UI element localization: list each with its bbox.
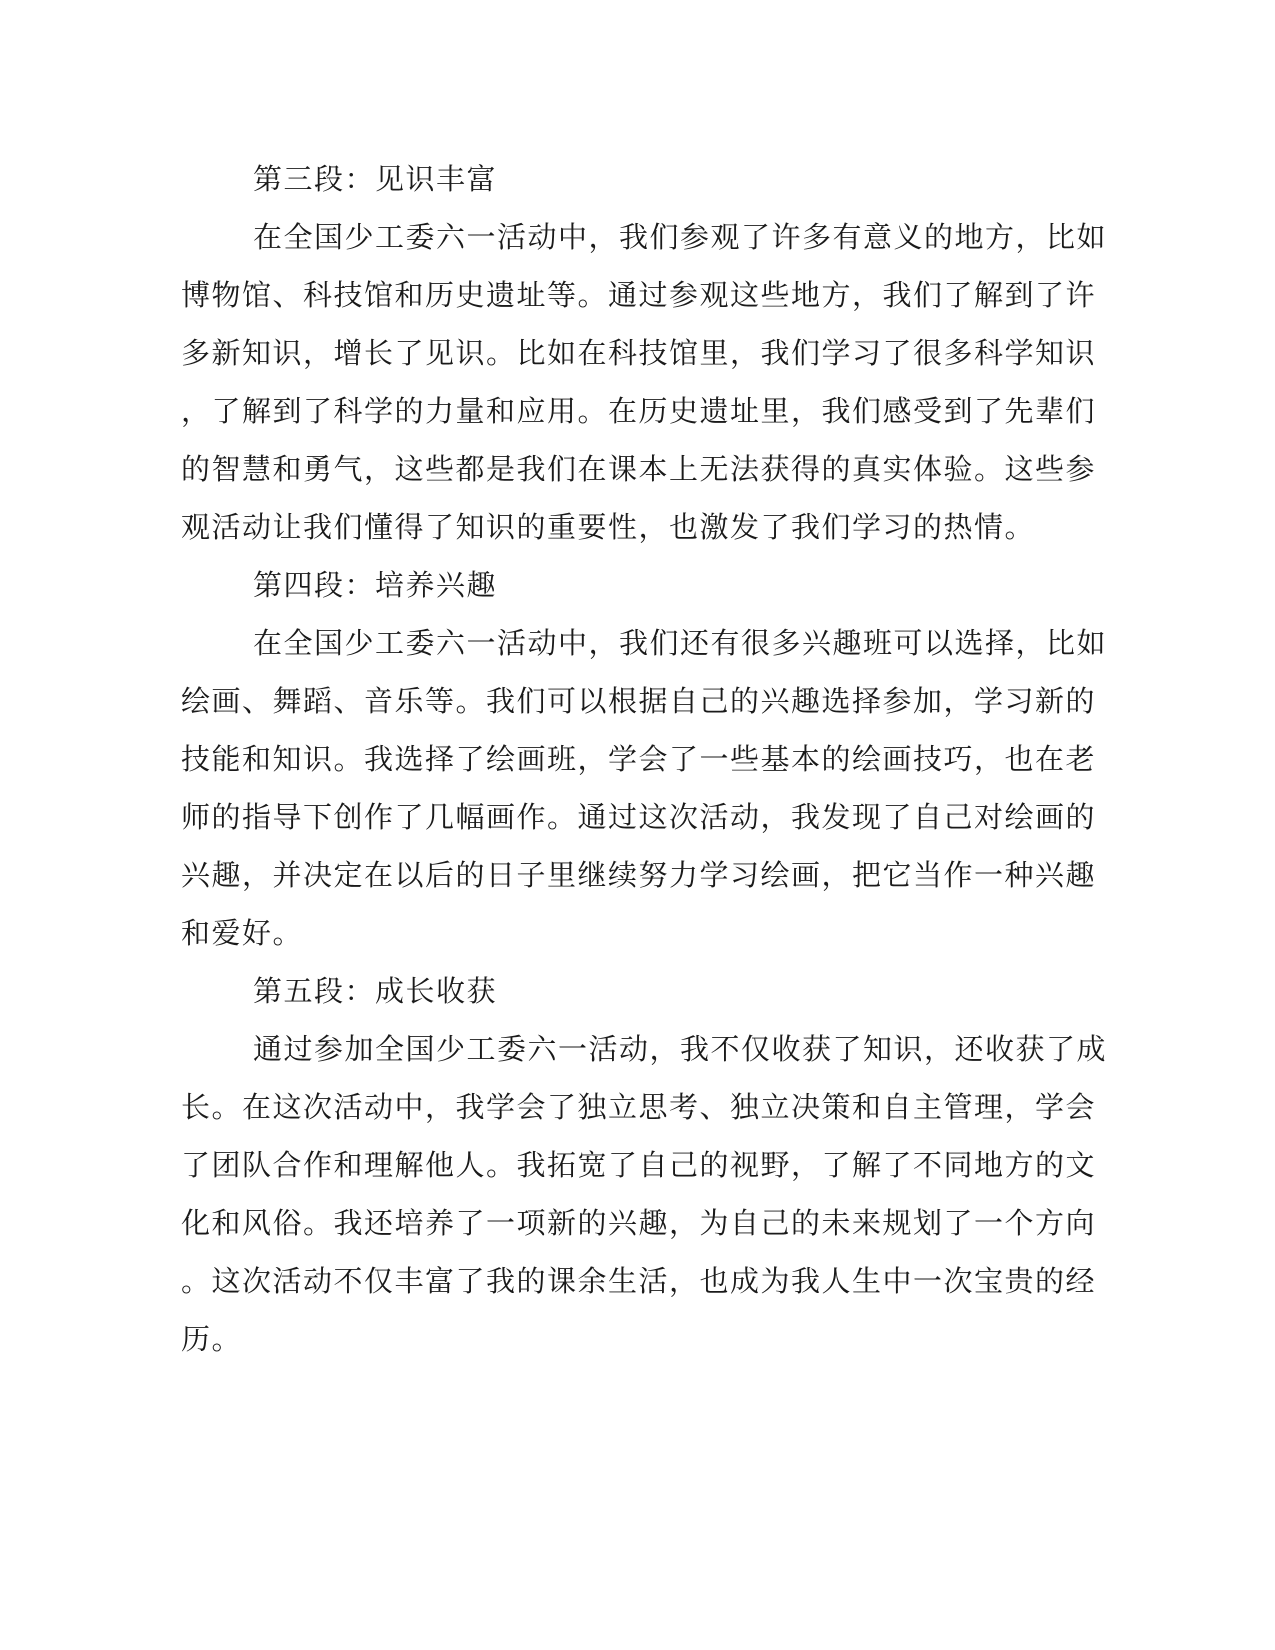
paragraph-line: 技能和知识。我选择了绘画班，学会了一些基本的绘画技巧，也在老 [181, 742, 1097, 776]
paragraph-line: 观活动让我们懂得了知识的重要性，也激发了我们学习的热情。 [181, 510, 1036, 544]
section-paragraph-4 [181, 614, 1108, 962]
paragraph-line: 通过参加全国少工委六一活动，我不仅收获了知识，还收获了成 [253, 1032, 1108, 1066]
paragraph-line: 博物馆、科技馆和历史遗址等。通过参观这些地方，我们了解到了许 [181, 278, 1097, 312]
paragraph-line: 多新知识，增长了见识。比如在科技馆里，我们学习了很多科学知识 [181, 336, 1097, 370]
paragraph-line: 化和风俗。我还培养了一项新的兴趣，为自己的未来规划了一个方向 [181, 1206, 1097, 1240]
section-heading-4: 第四段：培养兴趣 [253, 568, 498, 602]
section-heading-5: 第五段：成长收获 [253, 974, 498, 1008]
paragraph-line: 在全国少工委六一活动中，我们参观了许多有意义的地方，比如 [253, 220, 1108, 254]
paragraph-line: 历。 [181, 1322, 243, 1356]
paragraph-line: 在全国少工委六一活动中，我们还有很多兴趣班可以选择，比如 [253, 626, 1108, 660]
paragraph-line: 的智慧和勇气，这些都是我们在课本上无法获得的真实体验。这些参 [181, 452, 1097, 486]
paragraph-line: 师的指导下创作了几幅画作。通过这次活动，我发现了自己对绘画的 [181, 800, 1097, 834]
paragraph-line: ，了解到了科学的力量和应用。在历史遗址里，我们感受到了先辈们 [181, 394, 1097, 428]
section-heading-3: 第三段：见识丰富 [253, 162, 498, 196]
document-body [181, 150, 1108, 1368]
section-paragraph-3 [181, 208, 1108, 556]
paragraph-line: 和爱好。 [181, 916, 304, 950]
paragraph-line: 绘画、舞蹈、音乐等。我们可以根据自己的兴趣选择参加，学习新的 [181, 684, 1097, 718]
paragraph-line: 兴趣，并决定在以后的日子里继续努力学习绘画，把它当作一种兴趣 [181, 858, 1097, 892]
paragraph-line: 。这次活动不仅丰富了我的课余生活，也成为我人生中一次宝贵的经 [181, 1264, 1097, 1298]
paragraph-line: 长。在这次活动中，我学会了独立思考、独立决策和自主管理，学会 [181, 1090, 1097, 1124]
paragraph-line: 了团队合作和理解他人。我拓宽了自己的视野，了解了不同地方的文 [181, 1148, 1097, 1182]
section-paragraph-5 [181, 1020, 1108, 1368]
